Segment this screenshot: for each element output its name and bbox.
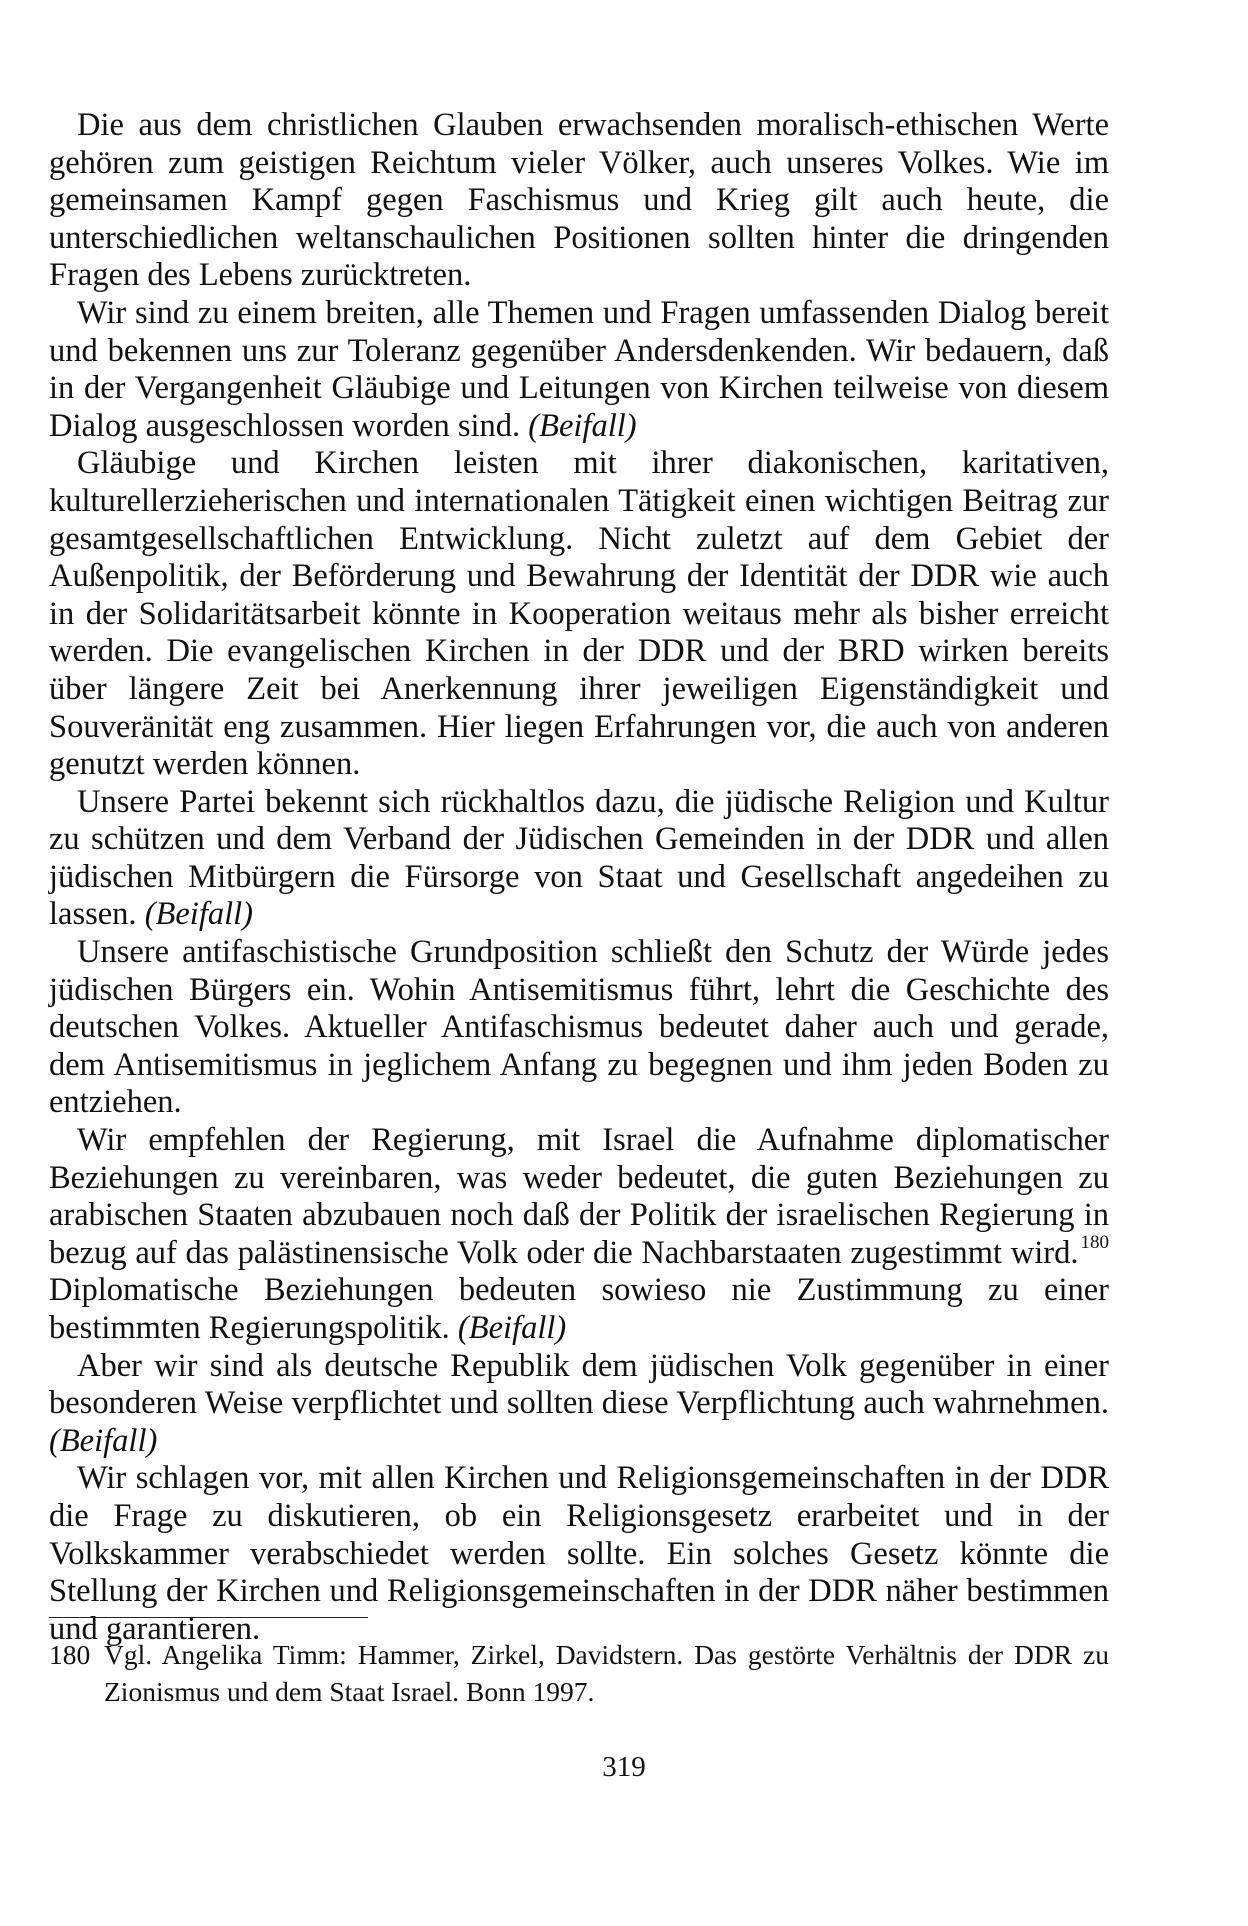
applause-note: (Beifall) — [457, 1310, 567, 1346]
paragraph — [49, 107, 1109, 295]
paragraph — [49, 934, 1109, 1122]
paragraph — [49, 295, 1109, 445]
footnote-number: 180 — [49, 1639, 91, 1670]
applause-note: (Beifall) — [49, 1422, 158, 1459]
applause-note: (Beifall) — [528, 407, 637, 444]
paragraph — [49, 445, 1109, 783]
paragraph — [49, 1122, 1109, 1348]
paragraph-text-continued: Diplomatische Beziehungen bedeuten sowieso nie Zustimmung zu einer bestimmten Regierungspolitik. — [49, 1272, 1109, 1346]
page-number: 319 — [602, 1751, 646, 1783]
body-text — [49, 107, 1109, 1648]
paragraph — [49, 784, 1109, 934]
paragraph-text: Wir sind zu einem breiten, alle Themen und Fragen umfassenden Dialog bereit und bekennen uns zur Toleranz gegenüber Andersdenkenden. Wir bedauern, daß in der Vergangenheit Gläubige und Leitungen von Kirchen teilweise von diesem Dialog ausgeschlossen worden sind. — [49, 294, 1109, 444]
applause-note: (Beifall) — [144, 896, 253, 933]
paragraph-text: Unsere antifaschistische Grundposition schließt den Schutz der Würde jedes jüdischen Bürgers ein. Wohin Antisemitismus führt, lehrt die Geschichte des deutschen Volkes. Aktueller Antifaschismus bedeutet daher auch und gerade, dem Antisemitismus in jeglichem Anfang zu begegnen und ihm jeden Boden zu entziehen. — [49, 934, 1109, 1121]
paragraph-text: Wir schlagen vor, mit allen Kirchen und Religionsgemeinschaften in der DDR die Frage zu diskutieren, ob ein Religionsgesetz erarbeitet und in der Volkskammer verabschiedet werden sollte. Ein solches Gesetz könnte die Stellung der Kirchen und Religionsgemeinschaften in der DDR näher bestimmen und garantieren. — [49, 1460, 1109, 1647]
paragraph-text: Aber wir sind als deutsche Republik dem jüdischen Volk gegenüber in einer besonderen Weise verpflichtet und sollten diese Verpflichtung auch wahrnehmen. — [49, 1347, 1109, 1422]
paragraph — [49, 1348, 1109, 1461]
paragraph-text: Gläubige und Kirchen leisten mit ihrer diakonischen, karitativen, kulturellerzieherischen und internationalen Tätigkeit einen wichtigen Beitrag zur gesamtgesellschaftlichen Entwicklung. Nicht zuletzt auf dem Gebiet der Außenpolitik, der Beförderung und Bewahrung der Identität der DDR wie auch in der Solidaritätsarbeit könnte in Kooperation weitaus mehr als bisher erreicht werden. Die evangelischen Kirchen in der DDR und der BRD wirken bereits über längere Zeit bei Anerkennung ihrer jeweiligen Eigenständigkeit und Souveränität eng zusammen. Hier liegen Erfahrungen vor, die auch von anderen genutzt werden können. — [49, 445, 1109, 783]
paragraph-text: Unsere Partei bekennt sich rückhaltlos dazu, die jüdische Religion und Kultur zu schützen und dem Verband der Jüdischen Gemeinden in der DDR und allen jüdischen Mitbürgern die Fürsorge von Staat und Gesellschaft angedeihen zu lassen. — [49, 783, 1109, 933]
paragraph-text: Wir empfehlen der Regierung, mit Israel die Aufnahme diplomatischer Beziehungen zu vereinbaren, was weder bedeutet, die guten Beziehungen zu arabischen Staaten abzubauen noch daß der Politik der israelischen Regierung in bezug auf das palästinensische Volk oder die Nachbarstaaten zugestimmt wird. — [49, 1122, 1109, 1271]
footnote-reference[interactable]: 180 — [1080, 1231, 1109, 1253]
paragraph — [49, 1460, 1109, 1648]
paragraph-text: Die aus dem christlichen Glauben erwachsenden moralisch-ethischen Werte gehören zum geistigen Reichtum vieler Völker, auch unseres Volkes. Wie im gemeinsamen Kampf gegen Faschismus und Krieg gilt auch heute, die unterschiedlichen weltanschaulichen Positionen sollten hinter die dringenden Fragen des Lebens zurücktreten. — [49, 107, 1109, 294]
footnote — [49, 1636, 1109, 1710]
footnote-divider — [49, 1617, 368, 1618]
footnote-text: Vgl. Angelika Timm: Hammer, Zirkel, Davidstern. Das gestörte Verhältnis der DDR zu Zionismus und dem Staat Israel. Bonn 1997. — [104, 1639, 1109, 1707]
